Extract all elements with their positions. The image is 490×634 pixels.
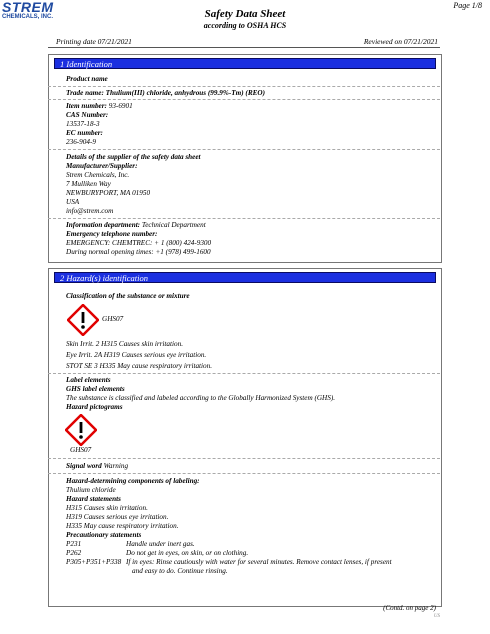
divider [48,473,440,474]
hazard-determining-label: Hazard-determining components of labeling: [66,477,200,485]
section-2-heading: 2 Hazard(s) identification [54,272,436,283]
supplier-details: Details of the supplier of the safety data sheet [66,153,201,161]
reviewed-date: Reviewed on 07/21/2021 [363,37,438,46]
classified-text: The substance is classified and labeled according to the Globally Harmonized System (GHS). [66,394,336,402]
ghs-code: GHS07 [102,315,124,323]
label-elements: Label elements [66,376,111,384]
document-title: Safety Data Sheet [204,8,286,20]
hazard-class: Eye Irrit. 2A H319 Causes serious eye irritation. [66,351,207,359]
divider [48,373,440,374]
ghs-label-elements: GHS label elements [66,385,125,393]
header-divider [48,47,440,48]
page-number: Page 1/8 [453,1,482,10]
printing-date: Printing date 07/21/2021 [56,37,132,46]
continued-note: (Contd. on page 2) [383,604,436,612]
emergency-label: Emergency telephone number: [66,230,158,238]
cas-label: CAS Number: [66,111,109,119]
ec-value: 236-904-9 [66,138,96,146]
hazard-statements-label: Hazard statements [66,495,121,503]
supplier-line: Strem Chemicals, Inc. [66,171,130,179]
manufacturer-label: Manufacturer/Supplier: [66,162,138,170]
exclamation-pictogram-icon [65,414,97,446]
item-number: Item number: 93-6901 [66,102,133,110]
signal-word: Signal word Warning [66,462,129,470]
hazard-class: Skin Irrit. 2 H315 Causes skin irritation. [66,340,184,348]
precautionary-statement: P262 Do not get in eyes, on skin, or on clothing. [66,549,249,557]
country-code: US [433,614,440,619]
precautionary-statement: P231 Handle under inert gas. [66,540,195,548]
component: Thulium chloride [66,486,116,494]
divider [48,218,440,219]
ec-label: EC number: [66,129,103,137]
divider [48,458,440,459]
hazard-statement: H319 Causes serious eye irritation. [66,513,169,521]
hazard-pictograms-label: Hazard pictograms [66,403,123,411]
emergency-line: EMERGENCY: CHEMTREC: + 1 (800) 424-9300 [66,239,212,247]
hazard-statement: H315 Causes skin irritation. [66,504,148,512]
hazard-statement: H335 May cause respiratory irritation. [66,522,179,530]
document-subtitle: according to OSHA HCS [203,21,287,30]
supplier-line: NEWBURYPORT, MA 01950 [66,189,151,197]
divider [48,86,440,87]
cas-value: 13537-18-3 [66,120,100,128]
information-department: Information department: Technical Department [66,221,206,229]
precautionary-continuation: and easy to do. Continue rinsing. [132,567,228,575]
hazard-class: STOT SE 3 H335 May cause respiratory irritation. [66,362,213,370]
supplier-line: 7 Mulliken Way [66,180,111,188]
classification-label: Classification of the substance or mixture [66,292,190,300]
product-name-label: Product name [66,75,108,83]
supplier-line: USA [66,198,80,206]
pictogram-code: GHS07 [70,446,92,454]
precautionary-label: Precautionary statements [66,531,142,539]
opening-hours: During normal opening times: +1 (978) 499-1600 [66,248,211,256]
supplier-email[interactable]: info@strem.com [66,207,114,215]
trade-name: Trade name: Thulium(III) chloride, anhydrous (99.9%-Tm) (REO) [66,89,265,97]
exclamation-pictogram-icon [67,304,99,336]
divider [48,149,440,150]
logo-subtitle: CHEMICALS, INC. [2,14,53,20]
section-1-heading: 1 Identification [54,58,436,69]
precautionary-statement: P305+P351+P338 If in eyes: Rinse cautiously with water for several minutes. Remove contact lenses, if present [66,558,392,566]
divider [48,99,440,100]
logo-mark: STREM [2,0,54,15]
